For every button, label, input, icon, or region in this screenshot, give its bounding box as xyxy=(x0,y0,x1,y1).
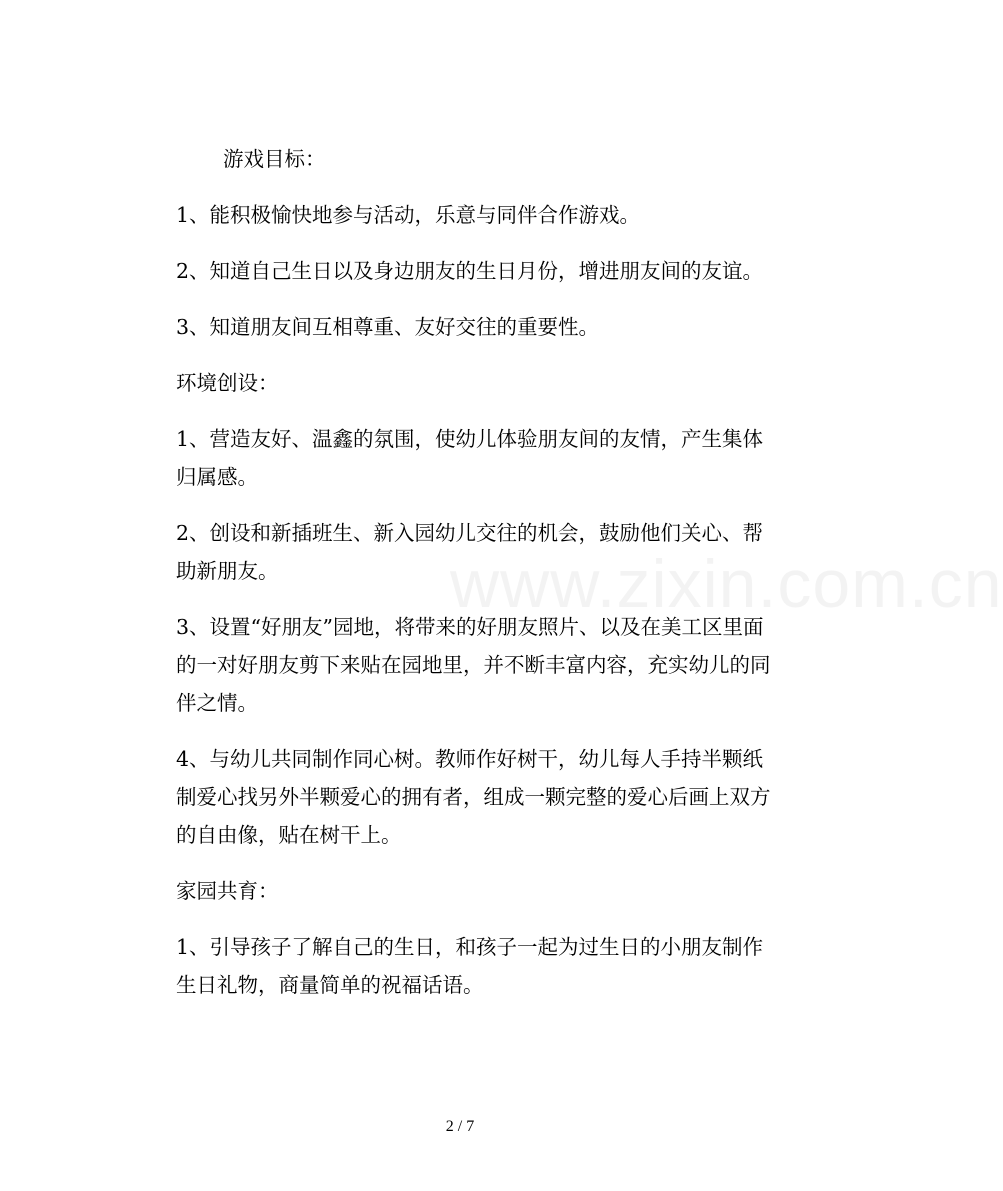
goal-item: 1、能积极愉快地参与活动，乐意与同伴合作游戏。 xyxy=(176,203,641,227)
environment-item: 2、创设和新插班生、新入园幼儿交往的机会，鼓励他们关心、帮助新朋友。 xyxy=(176,521,764,583)
environment-item: 4、与幼儿共同制作同心树。教师作好树干，幼儿每人手持半颗纸制爱心找另外半颗爱心的拥有者，组成一颗完整的爱心后画上双方的自由像，贴在树干上。 xyxy=(176,747,771,847)
document-body xyxy=(176,140,776,1004)
goal-item: 3、知道朋友间互相尊重、友好交往的重要性。 xyxy=(176,315,600,339)
section-heading-environment: 环境创设： xyxy=(176,371,279,395)
section-heading-goals: 游戏目标： xyxy=(223,147,326,171)
section-heading-home: 家园共育： xyxy=(176,879,279,903)
home-item: 1、引导孩子了解自己的生日，和孩子一起为过生日的小朋友制作生日礼物，商量简单的祝福话语。 xyxy=(176,935,764,997)
goal-item: 2、知道自己生日以及身边朋友的生日月份，增进朋友间的友谊。 xyxy=(176,259,764,283)
page-number: 2 / 7 xyxy=(445,1118,475,1135)
environment-item: 3、设置“好朋友”园地，将带来的好朋友照片、以及在美工区里面的一对好朋友剪下来贴在园地里，并不断丰富内容，充实幼儿的同伴之情。 xyxy=(176,615,771,715)
environment-item: 1、营造友好、温鑫的氛围，使幼儿体验朋友间的友情，产生集体归属感。 xyxy=(176,427,764,489)
watermark: www.zixin.com.cn xyxy=(450,546,1003,622)
